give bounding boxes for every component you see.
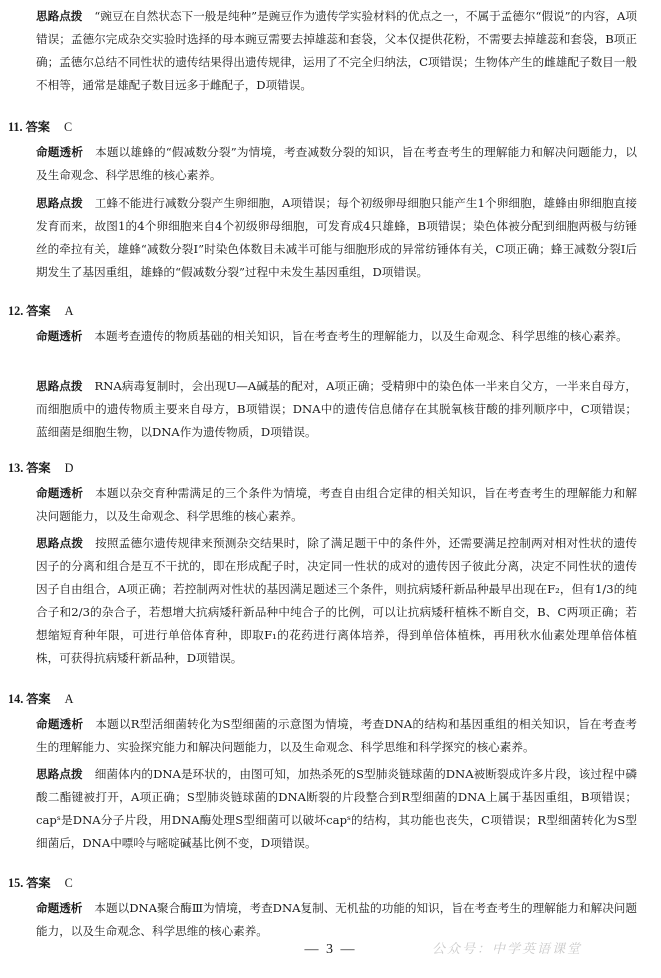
q13-analysis-text: 按照孟德尔遗传规律来预测杂交结果时，除了满足题干中的条件外，还需要满足控制两对相对性状的遗传因子的分离和组合是互不干扰的，即在形成配子时，决定同一性状的成对的遗传因子彼此分离，决定不同性状的遗传因子自由组合，A项正确；若控制两对性状的基因满足题述三个条件，则抗病矮秆新品种最早出现在F₂，但有1/3的纯合子和2/3的杂合子，若想增大抗病矮秆新品种中纯合子的比例，可以让抗病矮秆植株不断自交，B、C两项正确；若想缩短育种年限，可进行单倍体育种，即取F₁的花药进行离体培养，得到单倍体植株，再用秋水仙素处理单倍体植株，可获得抗病矮秆新品种，D项错误。 <box>36 536 637 665</box>
q14-answer <box>8 690 73 707</box>
q14-analysis-label: 思路点拨 <box>36 767 83 781</box>
q15-answer <box>8 874 73 891</box>
q14-answer-value: A <box>64 692 74 706</box>
q11-answer-label: 答案 <box>25 120 50 134</box>
q15-answer-value: C <box>64 876 73 890</box>
q11-analysis-label: 思路点拨 <box>36 196 83 210</box>
q14-answer-label: 答案 <box>26 692 51 706</box>
q14-number: 14. <box>8 692 24 706</box>
q11-analysis-text: 工蜂不能进行减数分裂产生卵细胞，A项错误；每个初级卵母细胞只能产生1个卵细胞，雄蜂由卵细胞直接发育而来，故图1的4个卵细胞来自4个初级卵母细胞，可发育成4只雄蜂，B项错误；染色体被分配到细胞两极与纺锤丝的牵拉有关，雄蜂“减数分裂Ⅰ”时染色体数目未减半可能与细胞形成的异常纺锤体有关，C项正确；蜂王减数分裂Ⅰ后期发生了基因重组，雄蜂的“假减数分裂”过程中未发生基因重组，D项错误。 <box>36 196 637 279</box>
q13-intent-label: 命题透析 <box>36 486 84 500</box>
q14-intent <box>36 713 637 759</box>
q10-analysis-label: 思路点拨 <box>36 9 83 23</box>
q11-number: 11. <box>8 120 23 134</box>
q13-analysis-label: 思路点拨 <box>36 536 84 550</box>
q15-intent-text: 本题以DNA聚合酶Ⅲ为情境，考查DNA复制、无机盐的功能的知识，旨在考查考生的理解能力和解决问题能力，以及生命观念、科学思维的核心素养。 <box>36 901 637 938</box>
q13-intent <box>36 482 637 528</box>
q15-intent <box>36 897 637 943</box>
q14-analysis-text: 细菌体内的DNA是环状的，由图可知，加热杀死的S型肺炎链球菌的DNA被断裂成许多片段，该过程中磷酸二酯键被打开，A项正确；S型肺炎链球菌的DNA断裂的片段整合到R型细菌的DNA上属于基因重组，B项错误；capˢ是DNA分子片段，用DNA酶处理S型细菌可以破坏capˢ的结构，其功能也丧失，C项错误；R型细菌转化为S型细菌后，DNA中嘌呤与嘧啶碱基比例不变，D项错误。 <box>36 767 637 850</box>
q10-analysis-text: “豌豆在自然状态下一般是纯种”是豌豆作为遗传学实验材料的优点之一，不属于孟德尔“假说”的内容，A项错误；孟德尔完成杂交实验时选择的母本豌豆需要去掉雄蕊和套袋，父本仅提供花粉，不需要去掉雄蕊和套袋，B项正确；孟德尔总结不同性状的遗传结果得出遗传规律，运用了不完全归纳法，C项错误；生物体产生的雌雄配子数目一般不相等，通常是雄配子数目远多于雌配子，D项错误。 <box>36 9 637 92</box>
q12-analysis <box>36 375 637 444</box>
q13-answer-value: D <box>64 461 74 475</box>
q12-analysis-label: 思路点拨 <box>36 379 83 393</box>
q12-intent-text: 本题考查遗传的物质基础的相关知识，旨在考查考生的理解能力，以及生命观念、科学思维的核心素养。 <box>94 329 628 343</box>
q12-intent-label: 命题透析 <box>36 329 83 343</box>
q12-intent <box>36 325 637 348</box>
q12-answer-label: 答案 <box>26 304 51 318</box>
q11-answer-value: C <box>63 120 73 134</box>
q15-answer-label: 答案 <box>26 876 51 890</box>
q12-number: 12. <box>8 304 24 318</box>
q11-intent-label: 命题透析 <box>36 145 84 159</box>
q11-intent <box>36 141 637 187</box>
q12-analysis-text: RNA病毒复制时，会出现U—A碱基的配对，A项正确；受精卵中的染色体一半来自父方，一半来自母方，而细胞质中的遗传物质主要来自母方，B项错误；DNA中的遗传信息储存在其脱氧核苷酸的排列顺序中，C项错误；蓝细菌是细胞生物，以DNA作为遗传物质，D项错误。 <box>36 379 637 439</box>
page-number: — 3 — <box>304 942 357 957</box>
q10-analysis <box>36 5 637 97</box>
q13-number: 13. <box>8 461 24 475</box>
q15-intent-label: 命题透析 <box>36 901 83 915</box>
q13-answer-label: 答案 <box>26 461 51 475</box>
q11-intent-text: 本题以雄蜂的“假减数分裂”为情境，考查减数分裂的知识，旨在考查考生的理解能力和解决问题能力，以及生命观念、科学思维的核心素养。 <box>36 145 637 182</box>
q12-answer <box>8 302 73 319</box>
q14-intent-text: 本题以R型活细菌转化为S型细菌的示意图为情境，考查DNA的结构和基因重组的相关知识，旨在考查考生的理解能力、实验探究能力和解决问题能力，以及生命观念、科学思维和科学探究的核心素养。 <box>36 717 637 754</box>
q15-number: 15. <box>8 876 24 890</box>
q14-intent-label: 命题透析 <box>36 717 84 731</box>
q12-answer-value: A <box>64 304 74 318</box>
q13-analysis <box>36 532 637 670</box>
q13-answer <box>8 459 73 476</box>
q11-answer <box>8 118 72 135</box>
q13-intent-text: 本题以杂交育种需满足的三个条件为情境，考查自由组合定律的相关知识，旨在考查考生的理解能力和解决问题能力，以及生命观念、科学思维的核心素养。 <box>36 486 637 523</box>
q11-analysis <box>36 192 637 284</box>
watermark: 公众号：中学英语课堂 <box>432 942 583 957</box>
q14-analysis <box>36 763 637 855</box>
